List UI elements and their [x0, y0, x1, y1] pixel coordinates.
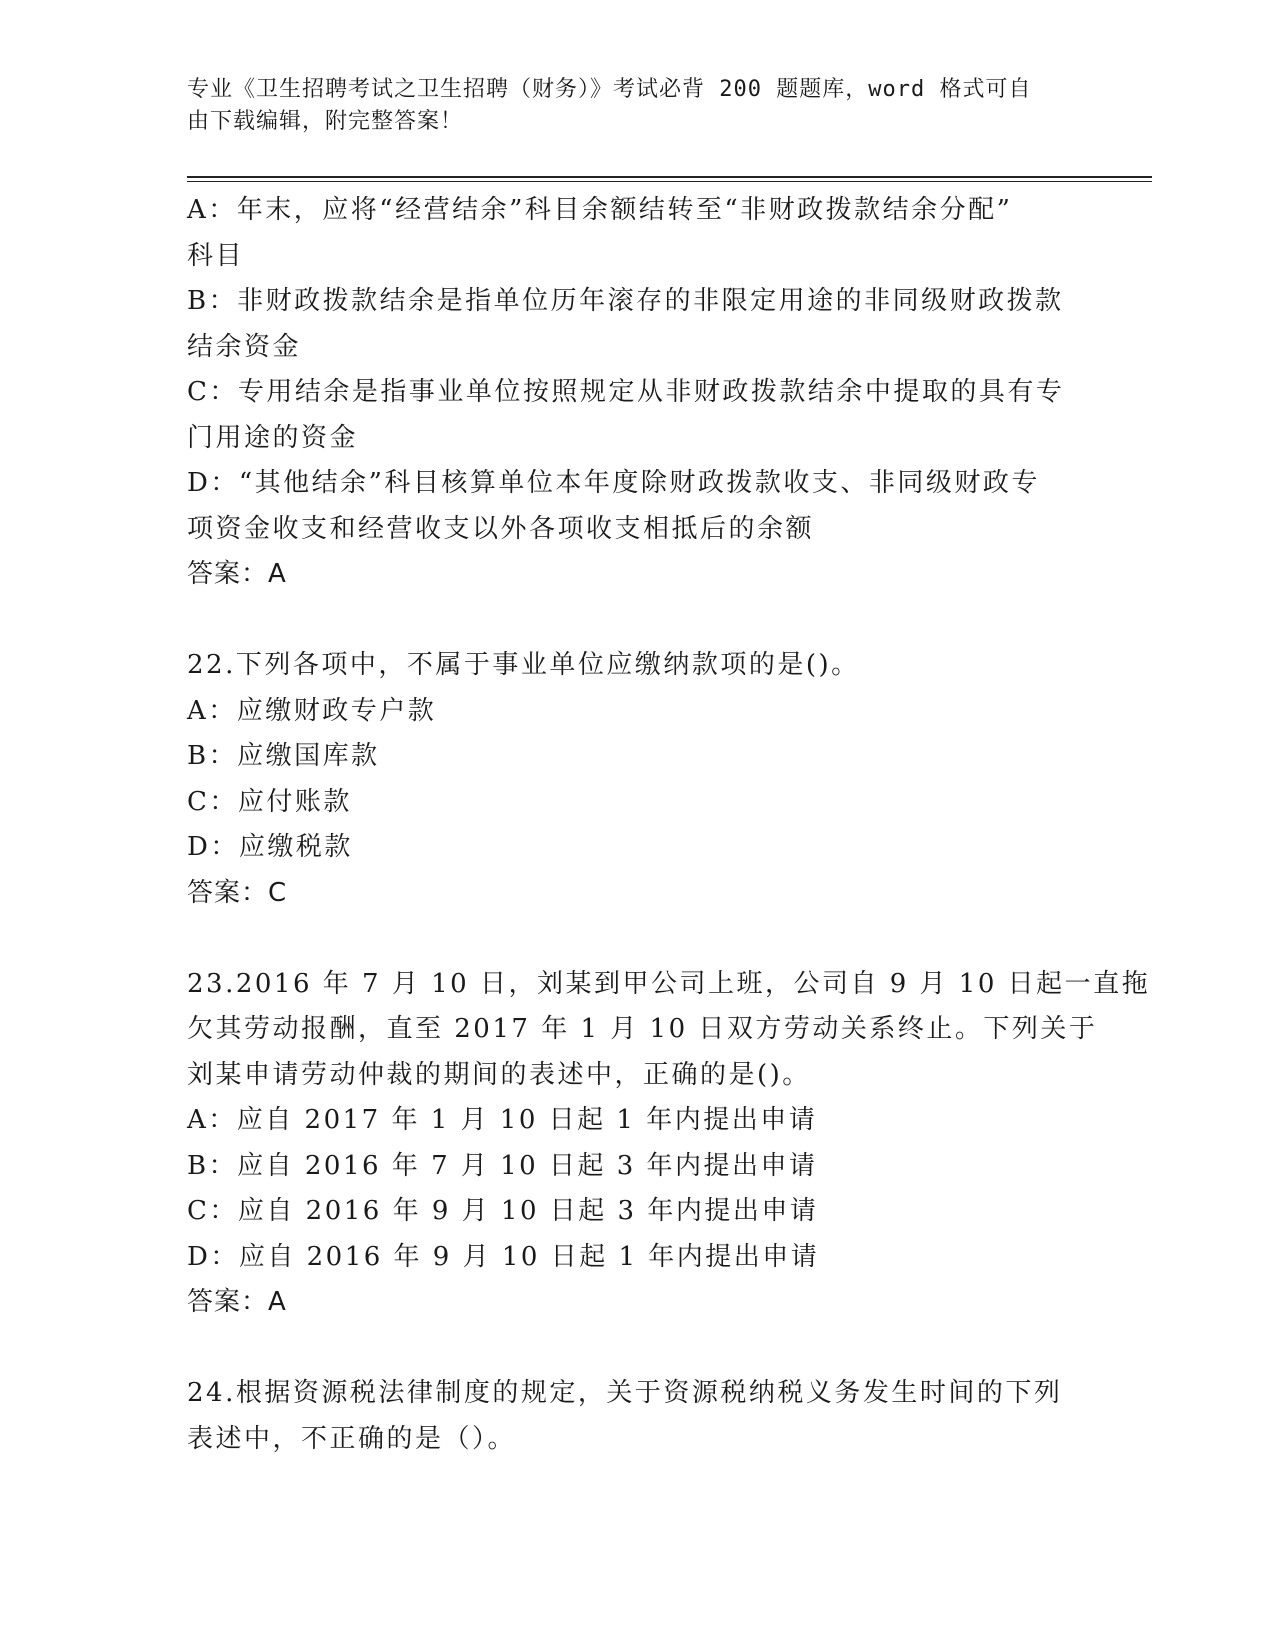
header-divider-thick: [187, 176, 1152, 178]
q21-option-c-line-1: C：专用结余是指事业单位按照规定从非财政拨款结余中提取的具有专: [187, 377, 1065, 407]
header-divider-thin: [187, 181, 1152, 182]
q22-stem: 22.下列各项中，不属于事业单位应缴纳款项的是()。: [187, 650, 860, 680]
header-line-2: 由下载编辑，附完整答案！: [187, 109, 464, 134]
q24-stem-line-2: 表述中，不正确的是（）。: [187, 1423, 517, 1454]
q23-stem-line-1: 23.2016 年 7 月 10 日，刘某到甲公司上班，公司自 9 月 10 日起一直拖: [187, 968, 1151, 999]
q23-stem-line-2: 欠其劳动报酬，直至 2017 年 1 月 10 日双方劳动关系终止。下列关于: [187, 1014, 1098, 1044]
q21-option-a-line-2: 科目: [187, 240, 245, 271]
q22-option-c: C：应付账款: [187, 786, 352, 817]
q21-option-d-line-2: 项资金收支和经营收支以外各项收支相抵后的余额: [187, 513, 815, 544]
q21-option-c-line-2: 门用途的资金: [187, 422, 359, 453]
q23-stem-line-3: 刘某申请劳动仲裁的期间的表述中，正确的是()。: [187, 1059, 811, 1090]
header-line-1: 专业《卫生招聘考试之卫生招聘（财务）》考试必背 200 题题库，word 格式可自: [187, 77, 1032, 102]
q22-option-d: D：应缴税款: [187, 832, 353, 862]
spacer: [187, 598, 1087, 644]
spacer: [187, 1326, 1087, 1372]
q21-answer: 答案：A: [187, 559, 287, 589]
question-22: [187, 643, 1087, 916]
question-content: [187, 188, 1151, 1462]
q21-option-b-line-2: 结余资金: [187, 331, 302, 362]
q24-stem-line-1: 24.根据资源税法律制度的规定，关于资源税纳税义务发生时间的下列: [187, 1378, 1063, 1408]
q23-option-c: C：应自 2016 年 9 月 10 日起 3 年内提出申请: [187, 1196, 819, 1226]
q22-option-a: A：应缴财政专户款: [187, 695, 437, 726]
question-21: [187, 188, 1087, 598]
document-header: [187, 74, 1087, 138]
q21-option-b-line-1: B：非财政拨款结余是指单位历年滚存的非限定用途的非同级财政拨款: [187, 286, 1064, 316]
question-23: [187, 962, 1151, 1326]
q23-option-a: A：应自 2017 年 1 月 10 日起 1 年内提出申请: [187, 1105, 818, 1135]
q23-option-b: B：应自 2016 年 7 月 10 日起 3 年内提出申请: [187, 1150, 818, 1181]
q22-option-b: B：应缴国库款: [187, 741, 380, 771]
q23-answer: 答案：A: [187, 1287, 287, 1317]
q21-option-d-line-1: D：“其他结余”科目核算单位本年度除财政拨款收支、非同级财政专: [187, 468, 1040, 498]
spacer: [187, 916, 1087, 962]
q22-answer: 答案：C: [187, 877, 288, 908]
question-24: [187, 1371, 1087, 1462]
q23-option-d: D：应自 2016 年 9 月 10 日起 1 年内提出申请: [187, 1241, 820, 1272]
q21-option-a-line-1: A：年末，应将“经营结余”科目余额结转至“非财政拨款结余分配”: [187, 195, 1013, 225]
